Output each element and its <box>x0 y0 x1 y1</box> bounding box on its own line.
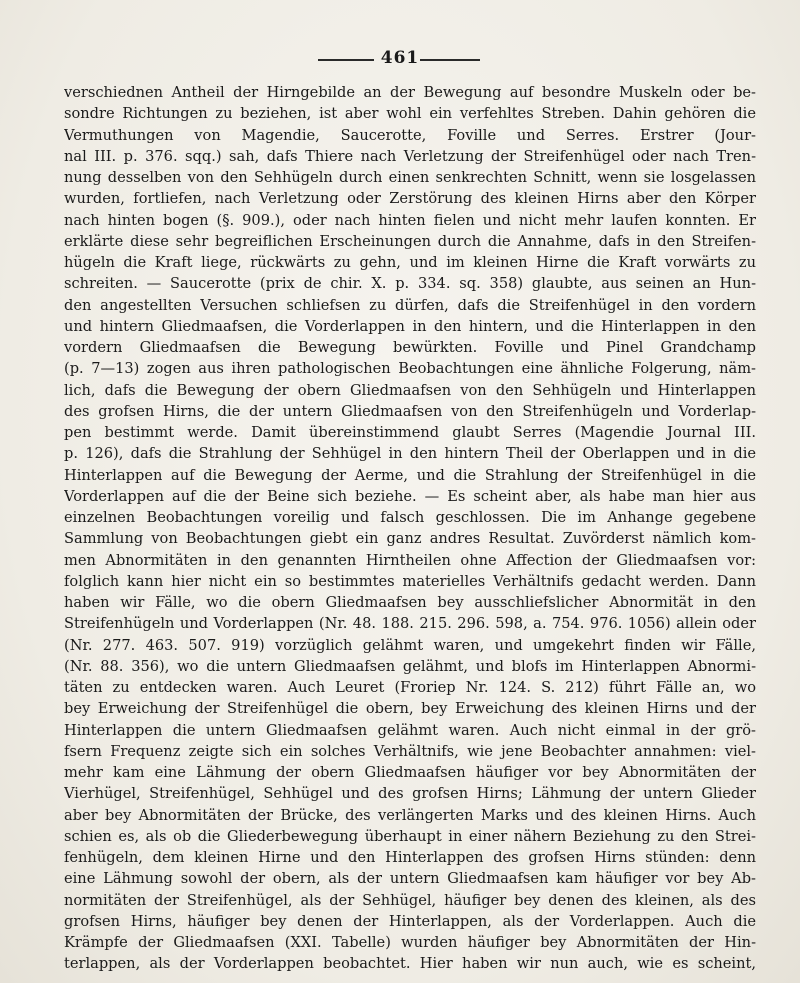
text-line: aber bey Abnormitäten der Brücke, des verlängerten Marks und des kleinen Hirns. Auch <box>64 806 756 824</box>
text-line: des grofsen Hirns, die der untern Gliedmaafsen von den Streifenhügeln und Vorderlap- <box>64 402 756 420</box>
text-line: men Abnormitäten in den genannten Hirntheilen ohne Affection der Gliedmaafsen vor: <box>64 551 756 569</box>
text-line: Krämpfe der Gliedmaafsen (XXI. Tabelle) wurden häufiger bey Abnormitäten der Hin- <box>64 934 756 951</box>
text-line: täten zu entdecken waren. Auch Leuret (Froriep Nr. 124. S. 212) führt Fälle an, wo <box>64 679 756 696</box>
text-line: (p. 7—13) zogen aus ihren pathologischen Beobachtungen eine ähnliche Folgerung, näm- <box>64 360 756 378</box>
page-number: 461 <box>380 48 420 68</box>
text-line: schien es, als ob die Gliederbewegung überhaupt in einer nähern Beziehung zu den Strei- <box>64 827 756 845</box>
text-line: folglich kann hier nicht ein so bestimmtes materielles Verhältnifs gedacht werden. Dann <box>64 572 756 590</box>
text-line: p. 126), dafs die Strahlung der Sehhügel in den hintern Theil der Oberlappen und in die <box>64 445 756 463</box>
text-line: lich, dafs die Bewegung der obern Gliedmaafsen von den Sehhügeln und Hinterlappen <box>64 381 756 399</box>
text-line: Vermuthungen von Magendie, Saucerotte, Foville und Serres. Erstrer (Jour- <box>64 126 756 144</box>
text-line: vordern Gliedmaafsen die Bewegung bewürkten. Foville und Pinel Grandchamp <box>64 339 756 356</box>
text-line: den angestellten Versuchen schliefsen zu dürfen, dafs die Streifenhügel in den vordern <box>64 296 756 314</box>
text-line: hügeln die Kraft liege, rückwärts zu gehn, und im kleinen Hirne die Kraft vorwärts zu <box>64 254 756 271</box>
text-line: grofsen Hirns, häufiger bey denen der Hinterlappen, als der Vorderlappen. Auch die <box>64 912 756 930</box>
text-line: pen bestimmt werde. Damit übereinstimmend glaubt Serres (Magendie Journal III. <box>64 424 756 441</box>
text-line: nung desselben von den Sehhügeln durch einen senkrechten Schnitt, wenn sie losgelassen <box>64 169 756 186</box>
text-line: normitäten der Streifenhügel, als der Sehhügel, häufiger bey denen des kleinen, als des <box>64 891 756 909</box>
text-line: nach hinten bogen (§. 909.), oder nach hinten fielen und nicht mehr laufen konnten. Er <box>64 211 756 229</box>
text-line: und hintern Gliedmaafsen, die Vorderlappen in den hintern, und die Hinterlappen in den <box>64 317 756 335</box>
text-line: fsern Frequenz zeigte sich ein solches Verhältnifs, wie jene Beobachter annahmen: viel- <box>64 742 756 760</box>
text-line: Sammlung von Beobachtungen giebt ein ganz andres Resultat. Zuvörderst nämlich kom- <box>64 530 756 548</box>
text-line: Vierhügel, Streifenhügel, Sehhügel und des grofsen Hirns; Lähmung der untern Glieder <box>64 785 756 803</box>
text-line: schreiten. — Saucerotte (prix de chir. X. p. 334. sq. 358) glaubte, aus seinen an Hun- <box>64 275 756 293</box>
text-line: bey Erweichung der Streifenhügel die obern, bey Erweichung des kleinen Hirns und der <box>64 700 756 718</box>
text-line: fenhügeln, dem kleinen Hirne und den Hinterlappen des grofsen Hirns stünden: denn <box>64 849 756 866</box>
text-line: Hinterlappen auf die Bewegung der Aerme, und die Strahlung der Streifenhügel in die <box>64 466 756 484</box>
text-line: Hinterlappen die untern Gliedmaafsen gelähmt waren. Auch nicht einmal in der grö- <box>64 721 756 739</box>
text-line: einzelnen Beobachtungen voreilig und falsch geschlossen. Die im Anhange gegebene <box>64 509 756 526</box>
text-line: wurden, fortliefen, nach Verletzung oder Zerstörung des kleinen Hirns aber den Körper <box>64 190 756 208</box>
text-line: Vorderlappen auf die der Beine sich beziehe. — Es scheint aber, als habe man hier aus <box>64 487 756 505</box>
text-line: terlappen, als der Vorderlappen beobachtet. Hier haben wir nun auch, wie es scheint, <box>64 955 756 973</box>
text-line: erklärte diese sehr begreiflichen Erscheinungen durch die Annahme, dafs in den Streifen- <box>64 232 756 250</box>
text-line: sondre Richtungen zu beziehen, ist aber wohl ein verfehltes Streben. Dahin gehören die <box>64 105 756 123</box>
text-line: eine Lähmung sowohl der obern, als der untern Gliedmaafsen kam häufiger vor bey Ab- <box>64 870 756 888</box>
body-text <box>64 82 756 975</box>
text-line: Streifenhügeln und Vorderlappen (Nr. 48. 188. 215. 296. 598, a. 754. 976. 1056) allein oder <box>64 615 756 633</box>
text-line: mehr kam eine Lähmung der obern Gliedmaafsen häufiger vor bey Abnormitäten der <box>64 764 756 781</box>
text-line: (Nr. 277. 463. 507. 919) vorzüglich gelähmt waren, und umgekehrt finden wir Fälle, <box>64 636 756 654</box>
text-line: haben wir Fälle, wo die obern Gliedmaafsen bey ausschliefslicher Abnormität in den <box>64 594 756 611</box>
text-line: nal III. p. 376. sqq.) sah, dafs Thiere nach Verletzung der Streifenhügel oder nach Tren- <box>64 147 756 165</box>
header-rule-right <box>420 59 480 61</box>
text-line: (Nr. 88. 356), wo die untern Gliedmaafsen gelähmt, und blofs im Hinterlappen Abnormi- <box>64 657 756 675</box>
text-line: verschiednen Antheil der Hirngebilde an der Bewegung auf besondre Muskeln oder be- <box>64 84 756 101</box>
